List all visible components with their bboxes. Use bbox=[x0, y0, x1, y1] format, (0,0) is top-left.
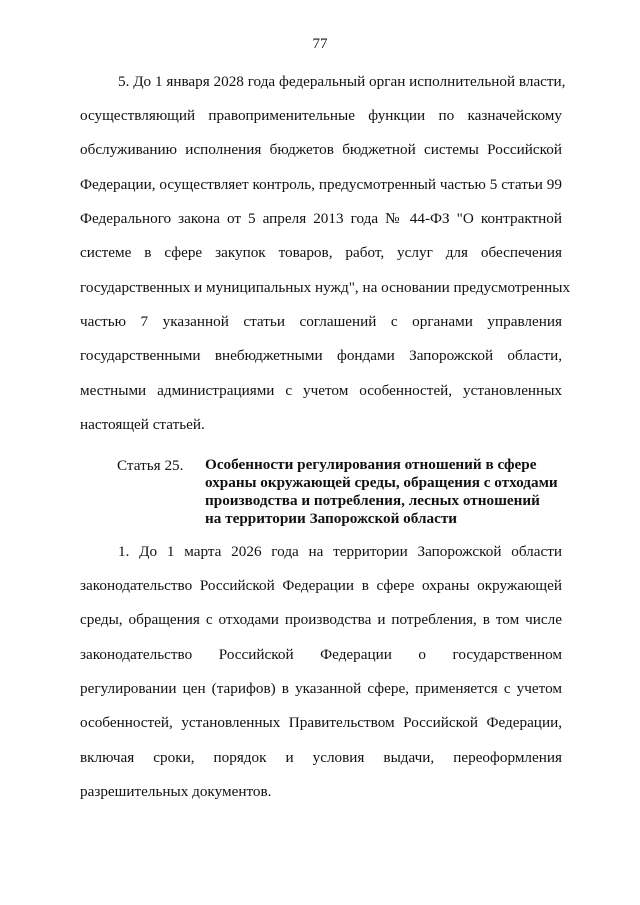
text-line: 1. До 1 марта 2026 года на территории Запорожской области bbox=[118, 543, 562, 560]
text-line: осуществляющий правоприменительные функции по казначейскому bbox=[80, 107, 562, 124]
text-line: регулировании цен (тарифов) в указанной сфере, применяется с учетом bbox=[80, 680, 562, 697]
text-line: настоящей статьей. bbox=[80, 416, 205, 433]
text-line: 5. До 1 января 2028 года федеральный орган исполнительной власти, bbox=[118, 73, 566, 90]
article-label: Статья 25. bbox=[117, 457, 184, 474]
text-line: местными администрациями с учетом особенностей, установленных bbox=[80, 382, 562, 399]
article-title-line: Особенности регулирования отношений в сфере bbox=[205, 456, 537, 473]
text-line: разрешительных документов. bbox=[80, 783, 272, 800]
text-line: среды, обращения с отходами производства и потребления, в том числе bbox=[80, 611, 562, 628]
text-line: частью 7 указанной статьи соглашений с органами управления bbox=[80, 313, 562, 330]
page-number: 77 bbox=[312, 36, 328, 52]
text-line: государственных и муниципальных нужд", на основании предусмотренных bbox=[80, 279, 571, 296]
text-line: государственными внебюджетными фондами Запорожской области, bbox=[80, 347, 562, 364]
article-title-line: охраны окружающей среды, обращения с отходами bbox=[205, 474, 558, 491]
text-line: включая сроки, порядок и условия выдачи, переоформления bbox=[80, 749, 562, 766]
text-line: системе в сфере закупок товаров, работ, услуг для обеспечения bbox=[80, 244, 562, 261]
article-title bbox=[205, 456, 565, 528]
text-line: законодательство Российской Федерации о государственном bbox=[80, 646, 562, 663]
text-line: особенностей, установленных Правительством Российской Федерации, bbox=[80, 714, 562, 731]
text-line: обслуживанию исполнения бюджетов бюджетной системы Российской bbox=[80, 141, 562, 158]
article-title-line: производства и потребления, лесных отношений bbox=[205, 492, 540, 509]
article-title-line: на территории Запорожской области bbox=[205, 510, 458, 527]
text-line: Федерального закона от 5 апреля 2013 года № 44-ФЗ "О контрактной bbox=[80, 210, 562, 227]
text-line: законодательство Российской Федерации в сфере охраны окружающей bbox=[80, 577, 562, 594]
text-line: Федерации, осуществляет контроль, предусмотренный частью 5 статьи 99 bbox=[80, 176, 562, 193]
